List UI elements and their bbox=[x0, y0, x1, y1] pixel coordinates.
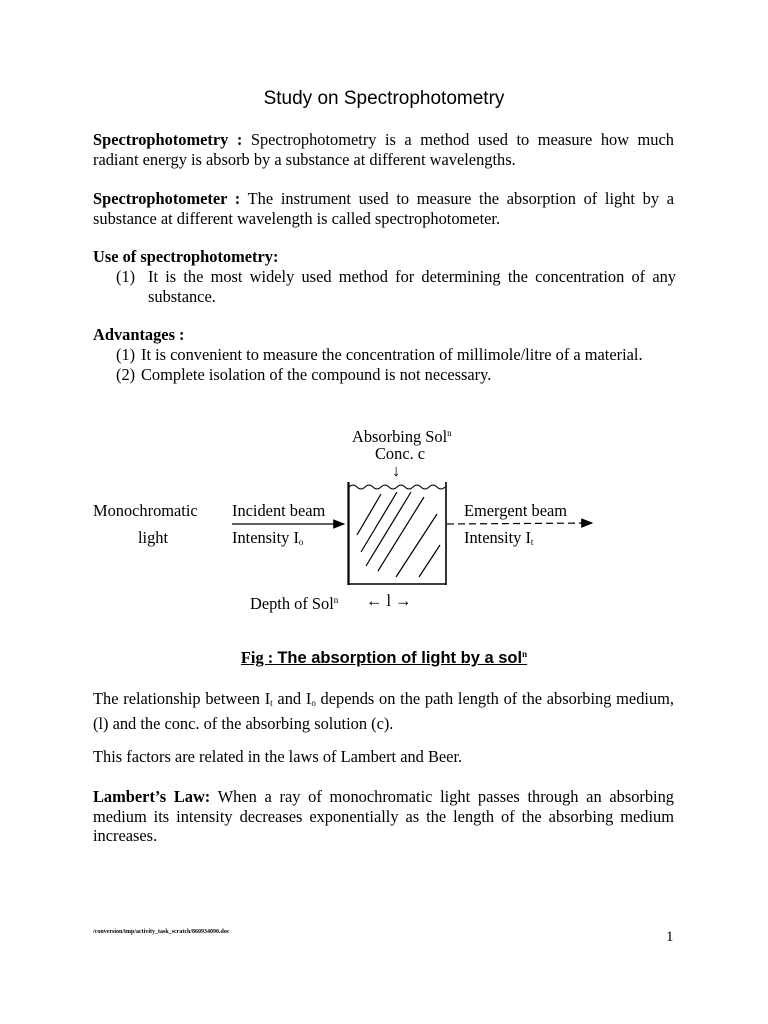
list-number: (2) bbox=[116, 364, 136, 384]
monochromatic-label: Monochromatic bbox=[93, 501, 198, 520]
emergent-intensity-label: Intensity $I_t$ bbox=[464, 528, 534, 547]
liquid-surface bbox=[349, 485, 445, 489]
emergent-beam-label: Emergent beam bbox=[464, 501, 568, 520]
definition-text: Spectrophotometry is a method used to measure how much radiant energy is absorb by a substance at different wavelengths. bbox=[93, 130, 674, 169]
figure-caption: Fig : The absorption of light by a sol$^n$ bbox=[240, 648, 528, 667]
incident-intensity-label: Intensity $I_o$ bbox=[232, 528, 304, 547]
page-title: Study on Spectrophotometry bbox=[263, 88, 505, 109]
concentration-label: Conc. c bbox=[375, 444, 426, 463]
solution-hatching bbox=[357, 492, 440, 577]
list-text: Complete isolation of the compound is not necessary. bbox=[141, 364, 492, 384]
light-label: light bbox=[138, 528, 169, 547]
definition-term: Spectrophotometry : bbox=[93, 130, 243, 149]
list-number: (1) bbox=[116, 345, 136, 364]
list-number: (1) bbox=[116, 267, 136, 286]
path-length-symbol: ← l → bbox=[366, 591, 412, 610]
factors-paragraph: This factors are related in the laws of Lambert and Beer. bbox=[93, 747, 463, 766]
relationship-paragraph: The relationship between $I_t$ and $I_o$ depends on the path length of the absorbing medium, (l) and the conc. of the absorbing solution (c). bbox=[93, 689, 674, 733]
emergent-arrow bbox=[447, 523, 592, 524]
advantages-heading: Advantages : bbox=[93, 325, 185, 344]
definition-term: Spectrophotometer : bbox=[93, 189, 241, 208]
depth-label: Depth of Sol$^n$ bbox=[250, 594, 339, 613]
definition-text: The instrument used to measure the absorption of light by a substance at different wavelength is called spectrophotometer. bbox=[93, 189, 674, 228]
lambert-term: Lambert’s Law: bbox=[93, 787, 211, 806]
lambert-text: When a ray of monochromatic light passes through an absorbing medium its intensity decreases exponentially as the length of the absorbing medium increases. bbox=[93, 787, 674, 845]
page-number: 1 bbox=[666, 929, 674, 945]
down-arrow-icon: ↓ bbox=[392, 461, 401, 480]
uses-heading: Use of spectrophotometry: bbox=[93, 247, 279, 266]
absorbing-solution-label: Absorbing Sol$^n$ bbox=[352, 427, 452, 446]
incident-beam-label: Incident beam bbox=[232, 501, 326, 520]
list-text: It is convenient to measure the concentration of millimole/litre of a material. bbox=[141, 345, 643, 364]
footer-file-path: /conversion/tmp/activity_task_scratch/860934090.doc bbox=[93, 929, 230, 935]
list-text: It is the most widely used method for determining the concentration of any substance. bbox=[148, 267, 676, 306]
lambert-law-paragraph bbox=[93, 787, 674, 846]
